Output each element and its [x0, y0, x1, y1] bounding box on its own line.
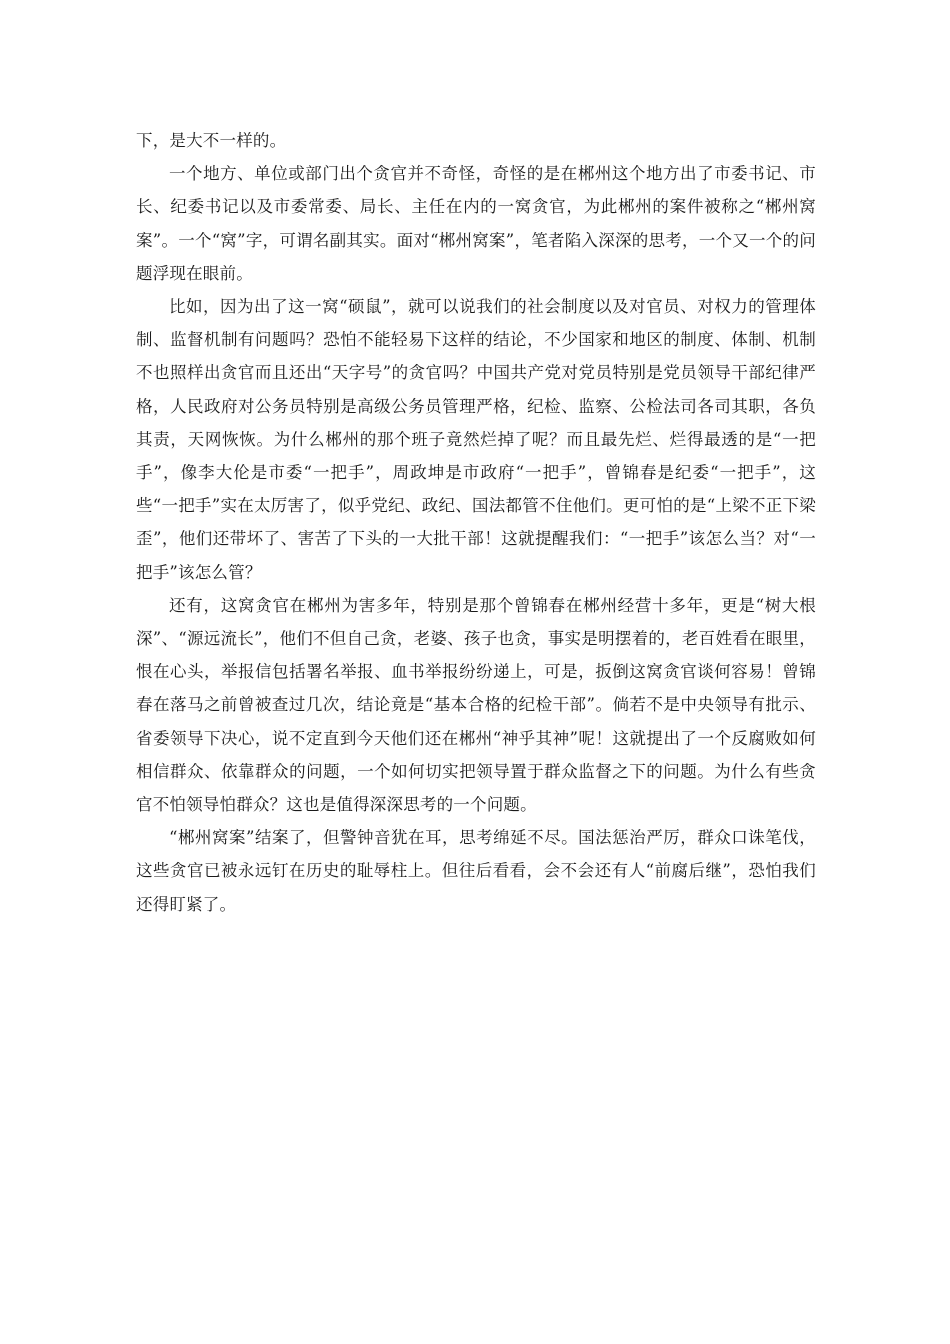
paragraph-1: 下，是大不一样的。 — [136, 131, 287, 150]
paragraph-3: 比如，因为出了这一窝“硕鼠”，就可以说我们的社会制度以及对官员、对权力的管理体制、监督机制有问题吗？恐怕不能轻易下这样的结论，不少国家和地区的制度、体制、机制不也照样出贪官而且还出“天字号”的贪官吗？中国共产党对党员特别是党员领导干部纪律严格，人民政府对公务员特别是高级公务员管理严格，纪检、监察、公检法司各司其职，各负其责，天网恢恢。为什么郴州的那个班子竟然烂掉了呢？而且最先烂、烂得最透的是“一把手”，像李大伦是市委“一把手”，周政坤是市政府“一把手”，曾锦春是纪委“一把手”，这些“一把手”实在太厉害了，似乎党纪、政纪、国法都管不住他们。更可怕的是“上梁不正下梁歪”，他们还带坏了、害苦了下头的一大批干部！这就提醒我们：“一把手”该怎么当？对“一把手”该怎么管？ — [136, 297, 816, 582]
paragraph-4: 还有，这窝贪官在郴州为害多年，特别是那个曾锦春在郴州经营十多年，更是“树大根深”、“源远流长”，他们不但自己贪，老婆、孩子也贪，事实是明摆着的，老百姓看在眼里，恨在心头，举报信包括署名举报、血书举报纷纷递上，可是，扳倒这窝贪官谈何容易！曾锦春在落马之前曾被查过几次，结论竟是“基本合格的纪检干部”。倘若不是中央领导有批示、省委领导下决心，说不定直到今天他们还在郴州“神乎其神”呢！这就提出了一个反腐败如何相信群众、依靠群众的问题，一个如何切实把领导置于群众监督之下的问题。为什么有些贪官不怕领导怕群众？这也是值得深深思考的一个问题。 — [136, 595, 816, 815]
article-body — [136, 124, 816, 921]
paragraph-2: 一个地方、单位或部门出个贪官并不奇怪，奇怪的是在郴州这个地方出了市委书记、市长、纪委书记以及市委常委、局长、主任在内的一窝贪官，为此郴州的案件被称之“郴州窝案”。一个“窝”字，可谓名副其实。面对“郴州窝案”，笔者陷入深深的思考，一个又一个的问题浮现在眼前。 — [136, 164, 816, 283]
paragraph-5: “郴州窝案”结案了，但警钟音犹在耳，思考绵延不尽。国法惩治严厉，群众口诛笔伐，这些贪官已被永远钉在历史的耻辱柱上。但往后看看，会不会还有人“前腐后继”，恐怕我们还得盯紧了。 — [136, 828, 816, 914]
